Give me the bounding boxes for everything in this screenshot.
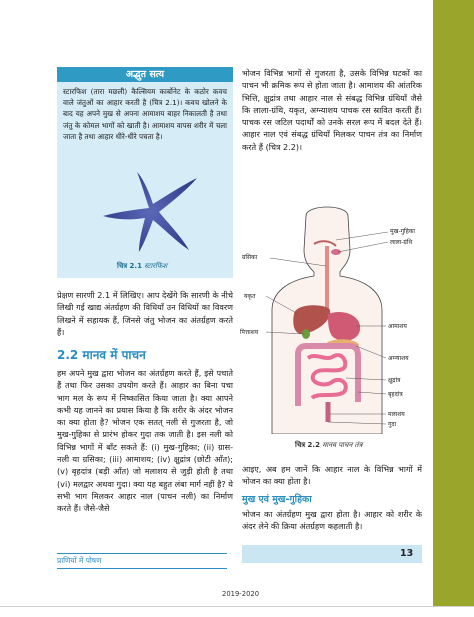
section-heading: 2.2 मानव में पाचन — [57, 348, 146, 362]
label-lala-granthi: लाला-ग्रंथि — [390, 239, 413, 246]
label-malashay: मलाशय — [388, 411, 405, 418]
side-color-band — [433, 0, 474, 606]
label-guda: गुदा — [388, 421, 397, 428]
right-paragraph-1: भोजन विभिन्न भागों से गुजरता है, उसके विभिन्न घटकों का पाचन भी क्रमिक रूप से होता जाता है। आमाशय की आंतरिक भित्ति, क्षुद्रांत्र तथा आहार नाल से संबद्ध विभिन्न ग्रंथियाँ जैसे कि लाला-ग्रंथि, यकृत, अग्न्याशय पाचक रस स्रावित करती हैं। पाचक रस जटिल पदार्थों को उनके सरल रूप में बदल देते हैं। आहार नाल एवं संबद्ध ग्रंथियाँ मिलकर पाचन तंत्र का निर्माण करते हैं (चित्र 2.2)। — [242, 68, 422, 152]
figure-number: चित्र 2.2 — [295, 441, 320, 449]
figure-number: चित्र 2.1 — [117, 262, 142, 270]
page-bottom-rule — [0, 606, 474, 607]
left-paragraph-2: हम अपने मुख द्वारा भोजन का अंतर्ग्रहण करते हैं, इसे पचाते हैं तथा फिर उसका उपयोग करते हैं। आहार का बिना पचा भाग मल के रूप में निष्कासित किया जाता है। क्या आपने कभी यह जानने का प्रयास किया है कि शरीर के अंदर भोजन का क्या होता है? भोजन एक सतत् नली से गुजरता है, जो मुख-गुहिका से प्रारंभ होकर गुदा तक जाती है। इस नली को विभिन्न भागों में बाँट सकते हैं: (i) मुख-गुहिका; (ii) ग्रास-नली या ग्रसिका; (iii) आमाशय; (iv) क्षुद्रांत्र (छोटी आँत); (v) बृहदांत्र (बड़ी आँत) जो मलाशय से जुड़ी होती है तथा (vi) मलद्वार अथवा गुदा। क्या यह बहुत लंबा मार्ग नहीं है? ये सभी भाग मिलकर आहार नाल (पाचन नली) का निर्माण करते हैं। जैसे-जैसे — [57, 368, 233, 514]
fact-box — [57, 82, 233, 278]
digestive-system-diagram — [236, 206, 428, 434]
label-agnyashay: अग्न्याशय — [388, 355, 409, 362]
fact-box-caption — [117, 262, 167, 271]
label-pittashay: पित्ताशय — [240, 329, 259, 336]
right-paragraph-3: भोजन का अंतर्ग्रहण मुख द्वारा होता है। आहार को शरीर के अंदर लेने की क्रिया अंतर्ग्रहण कहलाती है। — [242, 509, 422, 532]
label-yakrit: यकृत — [244, 293, 256, 300]
page-number: 13 — [400, 548, 414, 559]
left-paragraph-1: प्रेक्षण सारणी 2.1 में लिखिए। आप देखेंगे कि सारणी के नीचे लिखी गई खाद्य अंतर्ग्रहण की विधियाँ उन विधियों का विवरण लिखने में सहायक हैं, जिनसे जंतु भोजन का अंतर्ग्रहण करते हैं। — [57, 290, 233, 337]
label-brihadantra: बृहदांत्र — [388, 391, 403, 398]
edition-year: 2019-2020 — [222, 590, 260, 598]
label-amashay: आमाशय — [388, 323, 407, 330]
figure-title: स्टारफिश — [144, 262, 168, 270]
figure-title: मानव पाचन तंत्र — [322, 441, 363, 449]
fact-box-heading: अद्भुत सत्य — [57, 67, 233, 82]
digestive-figure-caption — [295, 441, 362, 450]
label-grasika: ग्रसिका — [242, 254, 258, 261]
right-paragraph-2: आइए, अब हम जानें कि आहार नाल के विभिन्न भागों में भोजन का क्या होता है। — [242, 464, 422, 487]
chapter-footer: प्राणियों में पोषण — [57, 553, 227, 569]
page-footer-band — [242, 545, 422, 563]
starfish-image — [97, 168, 202, 254]
fact-box-text: स्टारफिश (तारा मछली) कैल्सियम कार्बोनेट के कठोर कवच वाले जंतुओं का आहार करती है (चित्र 2.1)। कवच खोलने के बाद यह अपने मुख से अपना आमाशय बाहर निकालती है तथा जंतु के कोमल भागों को खाती है। आमाशय वापस शरीर में चला जाता है तथा आहार धीरे-धीरे पचता है। — [63, 87, 227, 141]
label-kshudrantra: क्षुद्रांत्र — [388, 377, 401, 384]
subsection-heading: मुख एवं मुख-गुहिका — [242, 494, 312, 505]
label-mukh-guhika: मुख-गुहिका — [390, 228, 415, 235]
